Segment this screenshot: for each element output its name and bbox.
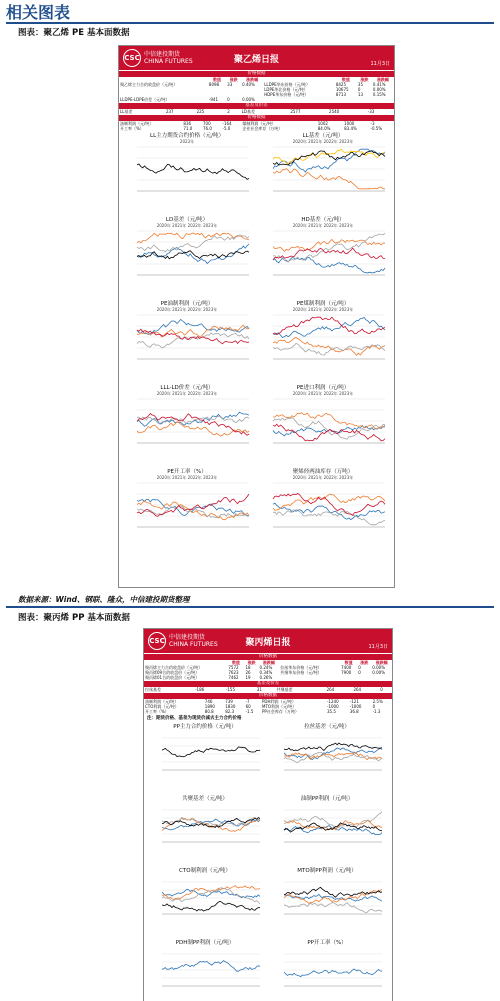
pe-section-price: 价格数据 xyxy=(119,71,394,77)
chart-plot xyxy=(148,880,262,926)
chart-title: PE进口利润（元/吨） xyxy=(296,385,350,391)
pe-chart-grid xyxy=(119,131,394,551)
logo-cn: 中信建投期货 xyxy=(169,634,206,641)
pe-caption: 图表：聚乙烯 PE 基本面数据 xyxy=(18,28,130,38)
chart-legend: 2020年 2021年 2022年 2023年 xyxy=(292,475,354,480)
chart-pp-3 xyxy=(270,794,384,864)
series-line xyxy=(137,164,249,179)
chart-plot xyxy=(270,736,384,782)
pp-report-header xyxy=(144,629,392,653)
pp-caption: 图表：聚丙烯 PP 基本面数据 xyxy=(18,613,130,623)
series-line xyxy=(162,889,260,898)
chart-plot xyxy=(123,397,251,455)
table-row: HDPE华东价格（元/吨） 8713 13 0.15% xyxy=(264,92,386,97)
chart-title: LD基差（元/吨） xyxy=(165,217,209,223)
chart-title: PE开工率（%） xyxy=(167,469,207,475)
chart-pp-6 xyxy=(148,938,262,1001)
chart-pe-5 xyxy=(259,299,387,381)
series-line xyxy=(284,902,382,912)
table-row: 油制利润（元/吨） 836 700 -164 煤制利润（元/吨） 1002 1000 -3 xyxy=(120,121,375,126)
table-row: 聚丙烯09合约收盘价（元/吨） 7623 26 0.34% 共聚华东价格（元/吨） 7900 0 0.00% xyxy=(145,670,385,675)
series-line xyxy=(273,344,385,356)
series-line xyxy=(137,333,249,348)
chart-title: 拉丝基差（元/吨） xyxy=(304,724,350,730)
series-line xyxy=(137,235,249,252)
pp-chart-grid xyxy=(144,722,392,1001)
chart-pp-4 xyxy=(148,866,262,936)
pp-price-table xyxy=(144,660,392,680)
heading-rule xyxy=(6,22,494,24)
chart-legend: 2020年 2021年 2022年 2023年 xyxy=(156,223,218,228)
series-line xyxy=(284,826,382,835)
series-line xyxy=(284,887,382,897)
chart-plot xyxy=(259,145,387,203)
chart-title: PE油制利润（元/吨） xyxy=(160,301,214,307)
chart-title: 共聚基差（元/吨） xyxy=(182,796,228,802)
series-line xyxy=(284,890,382,904)
pp-section-price: 价格数据 xyxy=(144,654,392,660)
section-heading: 相关图表 xyxy=(6,3,71,22)
chart-legend: 2020年 2021年 2022年 2023年 xyxy=(292,139,354,144)
chart-pe-1 xyxy=(259,131,387,213)
chart-title: LL基差（元/吨） xyxy=(302,133,344,139)
chart-title: MTO制PP利润（元/吨） xyxy=(297,868,357,874)
series-line xyxy=(284,743,382,751)
chart-title: CTO制利润（元/吨） xyxy=(179,868,231,874)
chart-title: PE煤制利润（元/吨） xyxy=(296,301,350,307)
chart-legend: 2023年 xyxy=(179,139,195,144)
logo-icon: CSC xyxy=(148,632,166,650)
chart-pp-0 xyxy=(148,722,262,792)
chart-legend: 2020年 2021年 2022年 2023年 xyxy=(292,223,354,228)
chart-plot xyxy=(123,313,251,371)
chart-title: PDH制PP利润（元/吨） xyxy=(175,940,235,946)
chart-plot xyxy=(270,952,384,998)
series-line xyxy=(273,257,385,272)
series-line xyxy=(273,233,385,262)
chart-pe-3 xyxy=(259,215,387,297)
table-row: LDPE华北价格（元/吨） 10675 0 0.00% xyxy=(264,87,386,92)
chart-pe-2 xyxy=(123,215,251,297)
table-row: 聚乙烯主力合约收盘价（元/吨） 8098 33 0.40% LLDPE华东价格（元/吨） 8425 35 0.41% xyxy=(120,82,386,87)
chart-pe-6 xyxy=(123,383,251,465)
chart-plot xyxy=(270,808,384,854)
pp-profit-table xyxy=(144,699,392,714)
pe-report-header xyxy=(119,46,394,70)
pe-basis-table xyxy=(119,109,394,114)
pp-note: 注：期货价格、基差为现货价减去主力合约价格 xyxy=(147,716,242,721)
pp-report-title: 聚丙烯日报 xyxy=(245,638,291,648)
table-header-row: 数值 涨跌 涨跌幅 数值 涨跌 涨跌幅 xyxy=(213,77,389,82)
chart-legend: 2020年 2021年 2022年 2023年 xyxy=(156,307,218,312)
pe-report-date: 11月3日 xyxy=(370,61,390,67)
logo-cn: 中信建投期货 xyxy=(144,51,181,58)
chart-title: LL主力期货合约价格（元/吨） xyxy=(150,133,224,139)
chart-plot xyxy=(148,736,262,782)
series-line xyxy=(273,318,385,338)
chart-pp-5 xyxy=(270,866,384,936)
table-row: LLDPE-LDPE价差（元/吨） -941 0 0.00% xyxy=(120,97,255,102)
chart-legend: 2020年 2021年 2022年 2023年 xyxy=(156,475,218,480)
chart-pp-7 xyxy=(270,938,384,1001)
chart-pe-0 xyxy=(123,131,251,213)
data-source-note: 数据来源：Wind、钢联、隆众，中信建投期货整理 xyxy=(18,595,190,604)
chart-legend: 2020年 2021年 2022年 2023年 xyxy=(292,391,354,396)
chart-plot xyxy=(123,229,251,287)
chart-title: HD基差（元/吨） xyxy=(301,217,345,223)
chart-plot xyxy=(123,481,251,539)
table-row: LL基差 237 225 2 LD基差 2577 2540 -33 xyxy=(120,109,375,114)
table-row: CTO利润（元/吨） 1890 1830 60 MTO利润（元/吨） -1000 -1000 0 xyxy=(145,704,376,709)
divider-rule xyxy=(6,606,494,608)
series-line xyxy=(162,747,260,757)
chart-title: PP开工率（%） xyxy=(307,940,347,946)
pe-price-table xyxy=(119,77,394,102)
logo-icon: CSC xyxy=(123,49,141,67)
pe-report-title: 聚乙烯日报 xyxy=(233,55,279,65)
pe-report xyxy=(118,45,395,588)
table-row: 开工率（%） 80.8 82.3 -1.5 PP社会库存（万吨） 35.5 36.8 -1.3 xyxy=(145,709,381,714)
pp-section-profit: 价格数据 xyxy=(144,693,392,699)
chart-pe-4 xyxy=(123,299,251,381)
table-row: 聚丙烯主力合约收盘价（元/吨） 7572 18 0.24% 拉丝华东价格（元/吨） 7400 0 0.00% xyxy=(145,665,385,670)
chart-title: LLL-LD价差（元/吨） xyxy=(160,385,214,391)
chart-plot xyxy=(148,808,262,854)
table-row: 聚丙烯01合约收盘价（元/吨） 7462 19 0.26% xyxy=(145,675,273,680)
table-row: 拉丝基差 -186 -155 31 共聚基差 264 264 0 xyxy=(145,687,383,692)
chart-pe-9 xyxy=(259,467,387,549)
pp-report xyxy=(143,628,393,1001)
chart-plot xyxy=(259,481,387,539)
table-row: 开工率（%） 71.0 76.0 -5.0 企业社会库存（万吨） 84.0% 83.4% -0.5% xyxy=(120,126,383,131)
series-line xyxy=(273,149,385,172)
chart-legend: 2020年 2021年 2022年 2023年 xyxy=(156,391,218,396)
series-line xyxy=(284,812,382,828)
chart-title: 聚烯烃两油库存（万吨） xyxy=(292,469,354,475)
chart-title: PP主力合约价格（元/吨） xyxy=(173,724,237,730)
pp-section-basis: 基差及价差 xyxy=(144,681,392,687)
pp-report-date: 11月3日 xyxy=(368,644,388,650)
chart-pe-7 xyxy=(259,383,387,465)
pe-section-basis: 基差及价差 xyxy=(119,103,394,109)
pe-profit-table xyxy=(119,121,394,131)
chart-plot xyxy=(148,952,262,998)
pe-section-profit: 价格数据 xyxy=(119,115,394,121)
chart-plot xyxy=(123,145,251,203)
chart-pp-2 xyxy=(148,794,262,864)
chart-plot xyxy=(259,229,387,287)
table-row: 油制利润（元/吨） 746 739 -7 PDH利润（元/吨） -1240 -121 2.5% xyxy=(145,699,383,704)
chart-pp-1 xyxy=(270,722,384,792)
chart-plot xyxy=(259,397,387,455)
logo-en: CHINA FUTURES xyxy=(169,641,218,648)
chart-legend: 2020年 2021年 2022年 2023年 xyxy=(292,307,354,312)
table-header-row: 数值 涨跌 涨跌幅 数值 涨跌 涨跌幅 xyxy=(231,660,388,665)
chart-title: 油制PP利润（元/吨） xyxy=(300,796,354,802)
pp-basis-table xyxy=(144,687,392,692)
chart-pe-8 xyxy=(123,467,251,549)
chart-plot xyxy=(270,880,384,926)
series-line xyxy=(273,169,385,189)
logo-en: CHINA FUTURES xyxy=(144,58,193,65)
chart-plot xyxy=(259,313,387,371)
